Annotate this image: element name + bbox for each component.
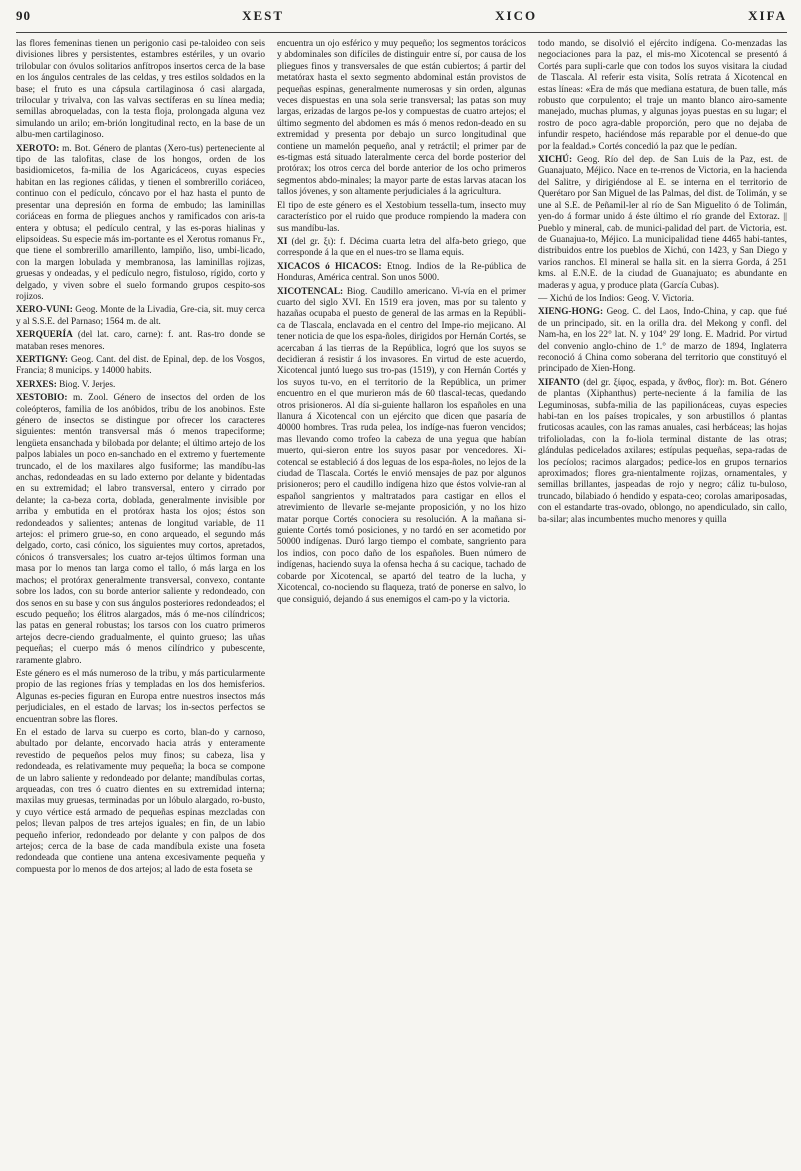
- entry-body: (del lat. caro, carne): f. ant. Ras-tro donde se mataban reses menores.: [16, 330, 265, 352]
- entry-body: En el estado de larva su cuerpo es corto, blan-do y carnoso, abultado por delante, encorvado hacia atrás y enteramente revestido de pequeños pelos muy finos; su cabeza, lisa y redondeada, es relativamente muy pequeña; la boca se compone de un labro saliente y redondeado por delante; mandíbulas cortas, arqueadas, con tres ó cuatro dientes en su extremidad interna; maxilas muy gruesas, terminadas por un lóbulo alargado, ro-busto, y cuyo vértice está armado de pequeñas espinas mezcladas con pelos; llevan palpos de tres artejos iguales; en fin, de un labio pequeño inferior, redondeado por delante y con palpos de dos artejos; cerca de la base de cada mandíbula existe una foseta redondeada que contiene una antena excesivamente pequeña y compuesta por lo menos de dos artejos; al lado de esta foseta se: [16, 727, 265, 875]
- column-left: [16, 39, 265, 1164]
- dictionary-entry: [16, 728, 265, 876]
- running-head-left: XEST: [242, 8, 285, 23]
- dictionary-entry: [16, 144, 265, 304]
- entry-body: todo mando, se disolvió el ejército indígena. Co-menzadas las negociaciones para la paz, el mis-mo Xicotencal se presentó á Cortés para supli-carle que con todos los suyos visitara la ciudad de Tlascala. Al referir esta visita, Solís retrata á Xicotencal en estas líneas: «Era de más que mediana estatura, de buen talle, más robusto que corpulento; el traje un manto blanco airo-samente manejado, muchas plumas, y algunas joyas puestas en su lugar; el rostro de poco agra-dable proporción, pero que no dejaba de infundir respeto, haciéndose más reparable por el denue-do que por la fealdad.» Cortés concedió la paz que le pedían.: [538, 39, 787, 152]
- column-middle: [277, 39, 526, 1164]
- entry-body: Geog. Cant. del dist. de Epinal, dep. de los Vosgos, Francia; 8 municips. y 14000 habits.: [16, 354, 265, 377]
- running-head-right: XIFA: [748, 8, 787, 23]
- column-right: [538, 39, 787, 1164]
- entry-body: Geog. Río del dep. de San Luis de la Paz, est. de Guanajuato, Méjico. Nace en te-rrenos de Victoria, en la hacienda del Salitre, y dirigiéndose al E. se interna en el territorio de Querétaro por San Miguel de las Palmas, del dist. de Tolimán, y se une al S.E. de Peñamil-ler al río de San Miguelito ó de Tolimán, yen-do á formar unido á éste último el río grande del Extoraz. || Pueblo y mineral, cab. de munici-palidad del part. de Victoria, est. de Guanajua-to, Méjico. La municipalidad tiene 4465 habi-tantes, distribuidos entre los pueblos de Xichú, con 1423, y San Diego y varios ranchos. El mineral se halla sit. en la sierra Gorda, á 251 kms. al E.N.E. de la ciudad de Guanajuato; es abundante en maderas y agua, y produce plata (García Cubas).: [538, 155, 787, 291]
- page-number: 90: [16, 8, 31, 23]
- entry-body: — Xichú de los Indios: Geog. V. Victoria.: [538, 293, 694, 304]
- entry-body: (del gr. ξίφος, espada, y ἄνθος, flor): m. Bot. Género de plantas (Xiphanthus) perte-neciente á la familia de las Leguminosas, subfa-milia de las papilionáceas, cuyas especies habi-tan en los países tropicales, y son arbustillos ó plantas fruticosas acaules, con las ramas anuales, casi herbáceas; las hojas trifolioladas, con la fo-liola terminal distante de las otras; glándulas pedicelados axilares; estípulas pequeñas, sepa-radas de los pecíolos; racimos alargados; pedice-los en grupos ternarios aproximados; flores gra-nientalmente rojizas, ornamentales, y semillas brillantes, jaspeadas de rojo y negro; cáliz tu-buloso, truncado, bilabiado ó hendido y espata-ceo; corolas amariposadas, con el estandarte tras-ovado, oblongo, no apendiculado, sin callo, ba-silar; alas incumbentes mucho menores y quilla: [538, 377, 787, 525]
- entry-headword: XERO-VUNI:: [16, 305, 73, 316]
- dictionary-entry: [277, 201, 526, 235]
- dictionary-entry: [16, 305, 265, 328]
- entry-body: El tipo de este género es el Xestobium tessella-tum, insecto muy característico por el ruido que produce rompiendo la madera con sus mandíbu-las.: [277, 200, 526, 234]
- entry-headword: XERXES:: [16, 379, 57, 390]
- dictionary-entry: [538, 307, 787, 375]
- page-header: [16, 8, 787, 33]
- entry-headword: XI: [277, 236, 288, 247]
- entry-headword: XIFANTO: [538, 377, 581, 388]
- entry-body: Este género es el más numeroso de la tribu, y más particularmente propio de las regiones frías y templadas en los dos hemisferios. Algunas es-pecies figuran en Europa entre nuestros insectos más perjudiciales, en el estado de larvas; los in-sectos perfectos se encuentran sobre las flores.: [16, 668, 265, 725]
- entry-body: Geog. Monte de la Livadia, Gre-cia, sit. muy cerca y al S.S.E. del Parnaso; 1564 m. de alt.: [16, 305, 265, 327]
- entry-headword: XICACOS ó HICACOS:: [277, 261, 382, 272]
- entry-headword: XESTOBIO:: [16, 393, 68, 404]
- dictionary-entry: [16, 330, 265, 353]
- dictionary-entry: [16, 39, 265, 142]
- dictionary-entry: [277, 237, 526, 260]
- entry-headword: XICHÚ:: [538, 155, 573, 166]
- entry-body: las flores femeninas tienen un perigonio casi pe-taloideo con seis divisiones libres y persistentes, estambres estériles, y un ovario trilobular con óvulos solitarios anfítropos insertos cerca de la base en los ángulos centrales de las celdas, y tres estilos soldados en la base; el fruto es una cápsula cartilaginosa ó casi alargada, trilocular y trivalva, con las valvas sectíferas en su línea media; semillas abroqueladas, con la testa floja, prolongada alguna vez simulando un arilo; em-brión longitudinal recto, en la base de un albu-men cartilaginoso.: [16, 39, 265, 141]
- entry-body: Geog. C. del Laos, Indo-China, y cap. que fué de un principado, sit. en la orilla dra. del Mekong y confl. del Nam-ha, en los 22° lat. N. y 104° 29' long. E. Madrid. Por virtud del convenio anglo-chino de 1.° de marzo de 1894, Inglaterra reconoció á China como soberana del territorio que constituyó el principado de Xien-Hong.: [538, 307, 787, 375]
- entry-headword: XIENG-HONG:: [538, 307, 604, 318]
- dictionary-entry: [16, 669, 265, 726]
- dictionary-entry: [16, 380, 265, 391]
- entry-body: encuentra un ojo esférico y muy pequeño; los segmentos torácicos y abdominales son difíciles de distinguir entre sí, por causa de los pliegues finos y transversales de que están cubiertos; á partir del metatórax hasta el sexto segmento abdominal están provistos de pequeñas espinas, generalmente numerosas y sin orden, algunas veces dispuestas en una sola serie transversal; las patas son muy largas, erizadas de largos pe-los y compuestas de cuatro artejos; el último segmento del abdomen es más ó menos redon-deado en su extremidad y presenta por debajo un surco longitudinal que contiene un mamelón pequeño, anal y retráctil; el primer par de es-tigmas está situado lateralmente cerca del borde posterior del protórax; los otros cerca del borde anterior de los ocho primeros segmentos abdo-minales; la mayor parte de estas larvas atacan los tallos jóvenes, y son altamente perjudiciales á la agricultura.: [277, 39, 526, 198]
- entry-body: Biog. V. Jerjes.: [59, 379, 116, 390]
- dictionary-entry: [538, 294, 787, 305]
- entry-headword: XEROTO:: [16, 143, 60, 154]
- entry-body: m. Zool. Género de insectos del orden de los coleópteros, familia de los anóbidos, tribu de los anobinos. Este género de insectos se distingue por ofrecer los caracteres siguientes: mentón transversal más ó menos trapeciforme; lengüeta ensanchada y bilobada por delante; el último artejo de los palpos labiales un poco en-sanchado en el extremo y fuertemente truncado, el de los maxilares algo fusiforme; las mandíbu-las anchas, redondeadas en su lado externo por delante y bidentadas en su extremidad; el labro transversal, entero y cirrado por delante; la ca-beza corta, doblada, generalmente invisible por arriba y embutida en el protórax hasta los ojos; éstos son redondeados y salientes; antenas de longitud variable, de 11 artejos: el primero grue-so, en cono arqueado, el segundo más delgado, corto, casi cónico, los siguientes muy cortos, apretados, cónicos ó transversales; los cuatro ar-tejos últimos forman una masa por lo menos tan larga como el tallo, ó más larga en los machos; el protórax generalmente transversal, convexo, contante sobre los lados, con su borde anterior saliente y redondeado, con dos senos en su base y con sus ángulos posteriores redondeados; el escudo pequeño; los élitros alargados, más ó me-nos cilíndricos; las patas en general robustas; los tarsos con los cuatro primeros artejos decre-ciendo gradualmente, el quinto grueso; las uñas pequeñas; el cuerpo más ó menos cilíndrico y pubescente, raramente glabro.: [16, 393, 265, 666]
- dictionary-entry: [538, 39, 787, 153]
- entry-body: m. Bot. Género de plantas (Xero-tus) perteneciente al tipo de las talofitas, clase de los hongos, orden de los basidiomicetos, fa-milia de los Agaricáceos, cuyas especies habitan en las regiones cálidas, y tienen el sombrerillo coriáceo, continuo con el pedículo, cóncavo por el haz hasta el punto de presentar una depresión en forma de embudo; las laminillas coriáceas en forma de pliegues anchos y ramificados con aris-ta entera y obtusa; el pedículo central, y las es-poras hialinas y elipsoideas. Su especie más im-portante es el Xerotus romanus Fr., que tiene el sombrerillo amarillento, lampiño, liso, umbi-licado, con la margen lobulada y membranosa, las laminillas rojizas, gruesas y ondeadas, y el pedículo negro, fistuloso, rígido, corto y delgado, y viven sobre el suelo formando grupos cespito-sos rojizos.: [16, 143, 265, 302]
- dictionary-entry: [277, 262, 526, 285]
- entry-headword: XICOTENCAL:: [277, 286, 344, 297]
- entry-body: Etnog. Indios de la Re-pública de Honduras, América central. Son unos 5000.: [277, 261, 526, 284]
- dictionary-entry: [538, 155, 787, 292]
- dictionary-entry: [277, 287, 526, 606]
- dictionary-entry: [16, 393, 265, 667]
- text-columns: [16, 39, 787, 1164]
- entry-headword: XERQUERÍA: [16, 330, 73, 341]
- running-head-center: XICO: [495, 8, 538, 23]
- entry-body: Biog. Caudillo americano. Vi-vía en el primer cuarto del siglo XVI. En 1519 era joven, mas por su talento y hazañas ocupaba el puesto de general de las armas en la Repúbli-ca de Tlascala, enclavada en el centro del Impe-rio mejicano. Al tener noticia de que los espa-ñoles, dirigidos por Hernán Cortés, se acercaban á las tierras de la República, logró que los suyos se decidieran á resistir á los invasores. En virtud de este acuerdo, Xicotencal juntó luego sus tro-pas (1519), y con Hernán Cortés y los suyos tu-vo, en el territorio de la República, un primer encuentro en el que murieron más de 60 tlascal-tecas, quedando otros prisioneros. Al día si-guiente hallaron los españoles en una llanura á Xicotencal con un ejército que dicen que pasaría de 40000 hombres. Tras ruda pelea, los indíge-nas fueron vencidos; mas llevando como trofeo la cabeza de una yegua que habían muerto, qui-sieron entre los suyos pasar por vencedores. Xi-cotencal se estableció á dos leguas de los espa-ñoles, no lejos de la ciudad de Tlascala. Cortés le envió mensajes de paz por algunos prisioneros; pero el caudillo indígena hizo que éstos volvie-ran al español sangrientos y maltratados para castigar en ellos el atrevimiento de llevarle se-mejante proposición, y no los hizo matar porque Cortés conociera su resolución. A la mañana si-guiente Cortés tomó posiciones, y no tardó en ser acometido por 50000 indígenas. Duró largo tiempo el combate, sangriento para los indios, con poco daño de los españoles. Buen número de indígenas, haciendo suya la ofensa hecha á su cacique, tachado de cobarde por Xicotencal, se apartó del teatro de la lucha, y Xicotencal, co-nociendo su flaqueza, trató de ponerse en salvo, lo que consiguió, dejando á sus enemigos el cam-po y la victoria.: [277, 286, 526, 605]
- dictionary-entry: [16, 355, 265, 378]
- entry-headword: XERTIGNY:: [16, 354, 69, 365]
- dictionary-entry: [538, 378, 787, 526]
- entry-body: (del gr. ξι): f. Décima cuarta letra del alfa-beto griego, que corresponde á la que en el nues-tro se llama equis.: [277, 236, 526, 259]
- dictionary-entry: [277, 39, 526, 199]
